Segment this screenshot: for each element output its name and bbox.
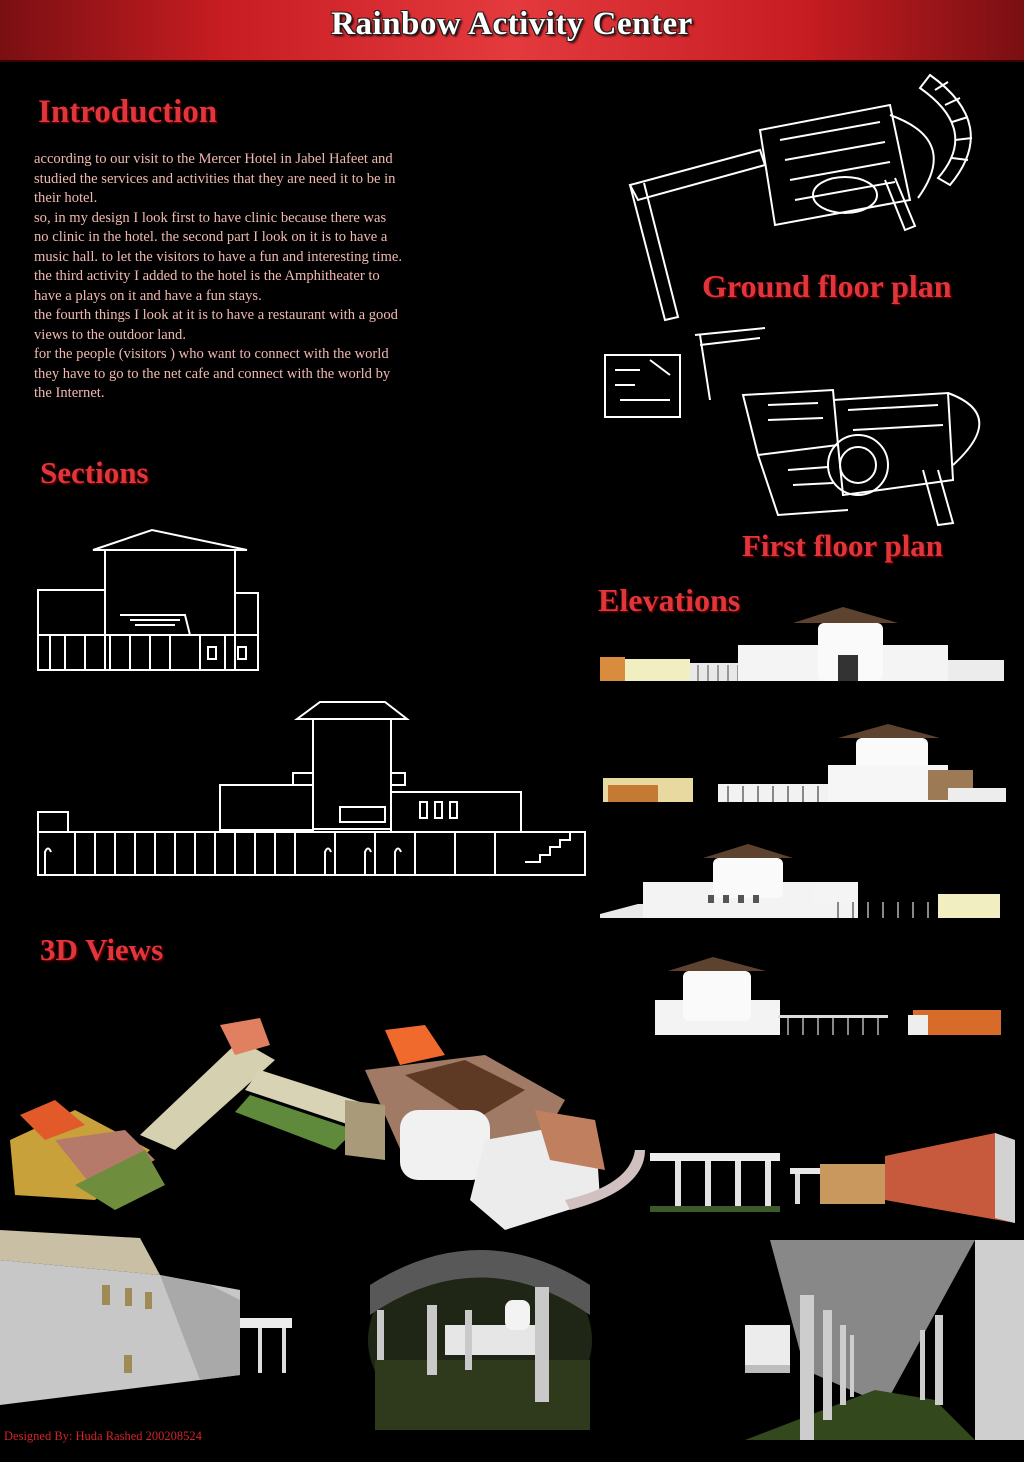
ground-floor-plan-drawing (600, 70, 1000, 420)
elevation-1 (598, 605, 1008, 685)
elevation-2 (598, 720, 1008, 805)
elevation-3 (598, 840, 1008, 925)
3d-interior-view-left (0, 1230, 295, 1410)
first-floor-plan-drawing (738, 385, 988, 530)
introduction-heading: Introduction (38, 94, 218, 130)
ground-floor-plan-label: Ground floor plan (702, 268, 952, 304)
3d-views-heading: 3D Views (40, 932, 164, 967)
intro-paragraph: so, in my design I look first to have clinic because there was no clinic in the hotel. the second part I look on it is to have a music hall. to let the visitors to have a fun and interesting time. the third activity I added to the hotel is the Amphitheater to have a plays on it and have a fun stays. (34, 209, 403, 304)
section-drawing-small (35, 525, 265, 675)
introduction-text (34, 150, 404, 404)
3d-interior-view-middle (365, 1245, 595, 1430)
intro-paragraph: for the people (visitors ) who want to connect with the world they have to go to the net cafe and connect with the world by the Internet. (34, 346, 391, 401)
3d-colonnade-view (650, 1128, 1020, 1228)
intro-paragraph: the fourth things I look at it is to have a restaurant with a good views to the outdoor land. (34, 307, 398, 343)
elevation-4 (598, 955, 1008, 1040)
intro-paragraph: according to our visit to the Mercer Hotel in Jabel Hafeet and studied the services and activities that they are need it to be in their hotel. (34, 151, 396, 206)
3d-corridor-view (745, 1240, 1024, 1440)
first-floor-plan-label: First floor plan (742, 528, 943, 563)
poster-title: Rainbow Activity Center (331, 6, 693, 42)
designer-credit: Designed By: Huda Rashed 200208524 (4, 1429, 202, 1443)
title-banner (0, 0, 1024, 62)
section-drawing-large (35, 697, 590, 882)
elevations-heading: Elevations (598, 582, 741, 618)
3d-aerial-view (5, 1000, 655, 1240)
sections-heading: Sections (40, 455, 149, 490)
